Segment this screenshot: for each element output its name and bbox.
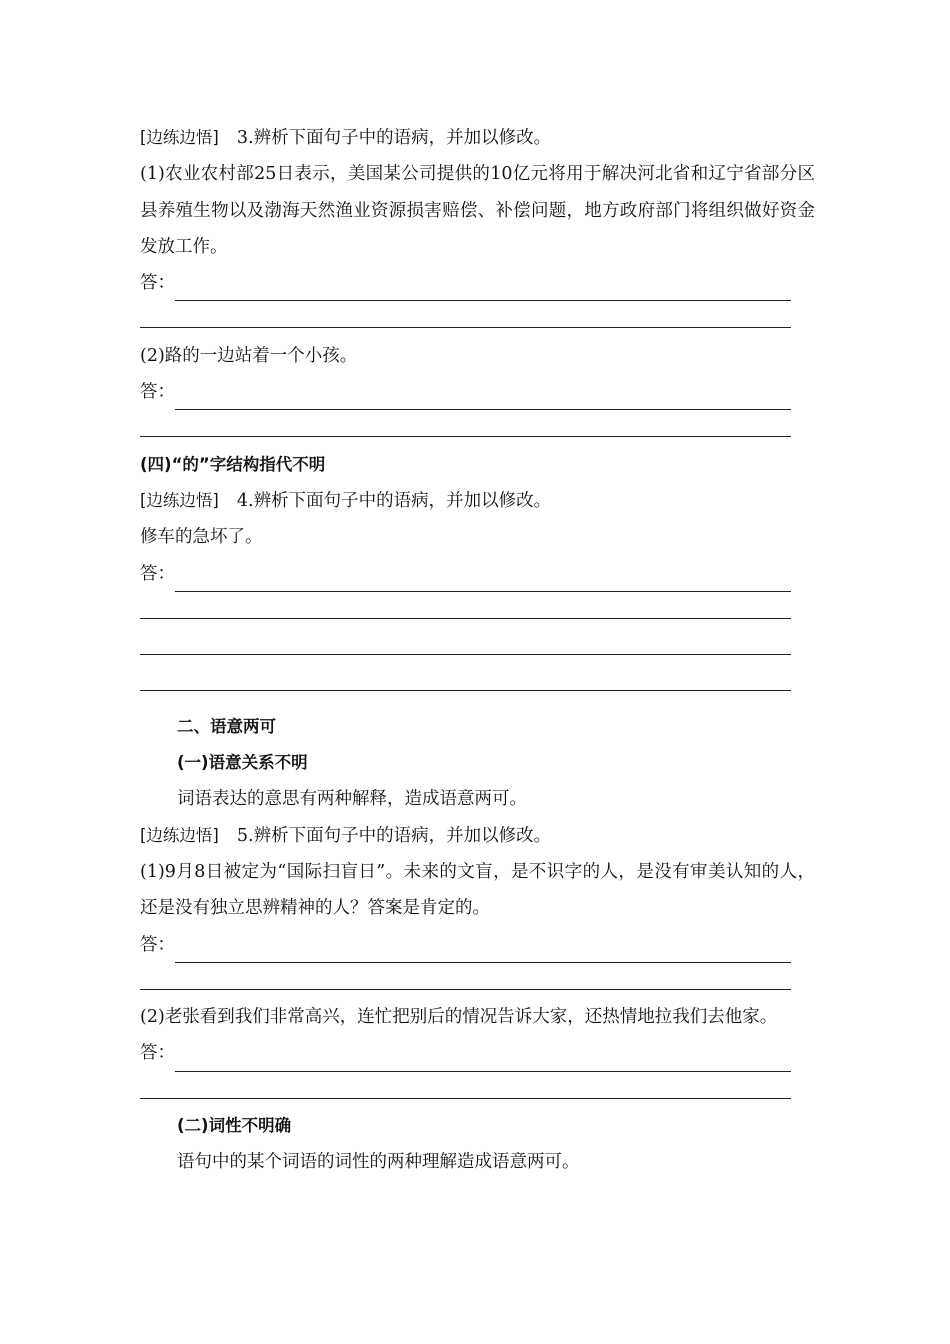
practice-tag: [边练边悟] [140, 490, 219, 510]
answer-label: 答： [140, 273, 175, 294]
question-3-1: (1)农业农村部25日表示，美国某公司提供的10亿元将用于解决河北省和辽宁省部分区县养殖生物以及渤海天然渔业资源损害赔偿、补偿问题，地方政府部门将组织做好资金发放工作。 [140, 164, 815, 257]
section-heading: (四)“的”字结构指代不明 [140, 454, 326, 474]
part-heading: 二、语意两可 [177, 716, 276, 736]
answer-blank-line[interactable] [140, 592, 815, 628]
document-page [140, 120, 815, 1181]
subsection-heading: (一)语意关系不明 [177, 753, 308, 773]
answer-blank-line[interactable] [140, 301, 815, 337]
question-3-2: (2)路的一边站着一个小孩。 [140, 345, 358, 366]
answer-blank-line[interactable] [140, 410, 815, 446]
answer-line[interactable] [140, 1035, 815, 1071]
answer-blank-line[interactable] [140, 664, 815, 700]
practice-prompt: 3.辨析下面句子中的语病，并加以修改。 [236, 128, 552, 148]
answer-blank-line[interactable] [140, 963, 815, 999]
answer-label: 答： [140, 382, 175, 403]
answer-line[interactable] [140, 927, 815, 963]
answer-line[interactable] [140, 556, 815, 592]
answer-blank-line[interactable] [140, 1072, 815, 1108]
practice-prompt: 5.辨析下面句子中的语病，并加以修改。 [236, 825, 552, 846]
question-5-2: (2)老张看到我们非常高兴，连忙把别后的情况告诉大家，还热情地拉我们去他家。 [140, 1007, 778, 1028]
practice-tag: [边练边悟] [140, 128, 219, 147]
description-text: 语句中的某个词语的词性的两种理解造成语意两可。 [177, 1152, 580, 1173]
answer-label: 答： [140, 934, 175, 955]
subsection-heading: (二)词性不明确 [177, 1116, 292, 1136]
description-text: 词语表达的意思有两种解释，造成语意两可。 [177, 789, 527, 810]
practice-prompt: 4.辨析下面句子中的语病，并加以修改。 [236, 490, 552, 511]
practice-5-header [140, 818, 815, 854]
answer-blank-line[interactable] [140, 628, 815, 664]
answer-label: 答： [140, 1043, 175, 1064]
question-5-1: (1)9月8日被定为“国际扫盲日”。未来的文盲，是不识字的人，是没有审美认知的人，还是没有独立思辨精神的人？答案是肯定的。 [140, 861, 815, 919]
practice-3-header [140, 120, 815, 156]
answer-label: 答： [140, 563, 175, 584]
question-4: 修车的急坏了。 [140, 527, 263, 548]
practice-tag: [边练边悟] [140, 825, 219, 845]
practice-4-header [140, 483, 815, 519]
answer-line[interactable] [140, 374, 815, 410]
answer-line[interactable] [140, 265, 815, 301]
